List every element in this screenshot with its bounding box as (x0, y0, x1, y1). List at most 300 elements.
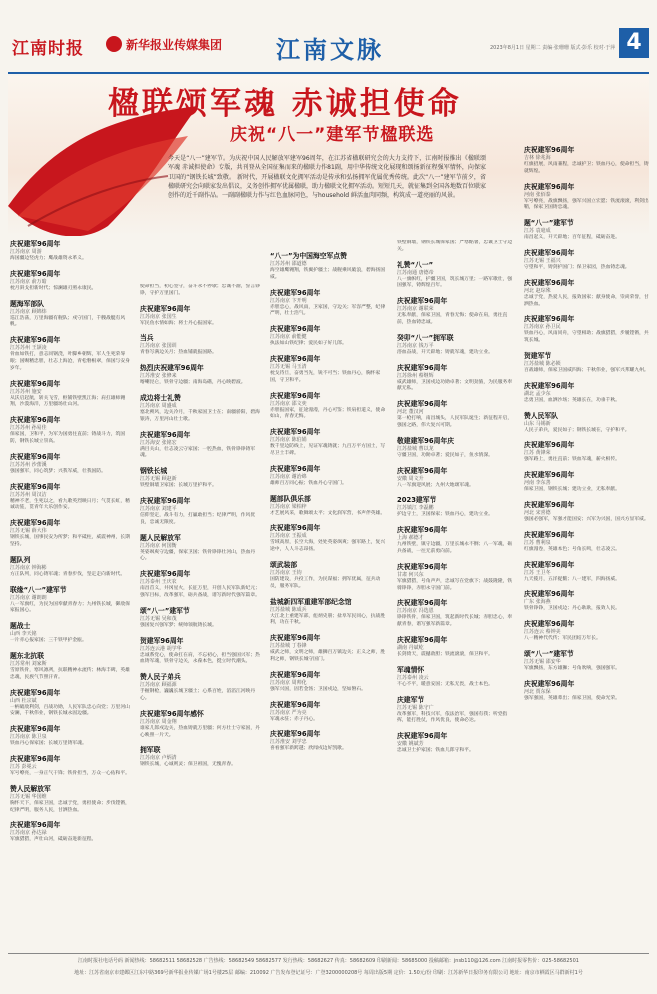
couplet-author: 安徽 周文升 (397, 475, 424, 482)
couplet-title: 庆祝建军96周年 (10, 519, 61, 528)
couplet-text: 英姿飒爽守边疆，保家卫国；铁骨铮铮壮河山，热血丹心。 (140, 549, 256, 562)
couplet-title: 庆祝建军96周年 (270, 524, 321, 533)
couplet-entry (10, 300, 130, 330)
couplet-title: 热烈庆祝建军96周年 (140, 364, 204, 373)
couplet-entry (397, 696, 515, 726)
couplet-text: 浴血奋战，开天辟地；铸就军魂，建功立业。 (397, 349, 493, 355)
couplet-text: 手握钢枪，巍巍长城卫疆土；心系百姓，滔滔江河映丹心。 (140, 689, 256, 701)
couplet-entry (270, 524, 388, 554)
couplet-text: 一柄破敌利剑，百战功勋，人民军队忠心向党；万里河山安澜，千秋伟业，钢铁长城永固边疆。 (10, 704, 130, 717)
couplet-text: 守疆卫国，功勋卓著；爱民如子，鱼水情深。 (397, 452, 493, 458)
couplet-author: 江苏无锡 吴和茂 (140, 615, 177, 622)
couplet-text: 保家国，卫和平，为军为国勇往直前；铸战斗力，筑国防，钢铁长城立崇高。 (10, 432, 126, 444)
couplet-author: 江苏南京 钟海彬 (10, 564, 47, 571)
couplet-author: 江苏连云 蔡钟美 (524, 629, 561, 636)
couplet-title: 颂“八一”建军节 (524, 649, 574, 658)
couplet-entry (524, 590, 649, 613)
couplet-title: 庆祝建军96周年 (270, 634, 321, 643)
couplet-entry (524, 146, 649, 176)
couplet-entry (524, 315, 649, 345)
couplet-author: 江苏无锡 邵安华 (524, 658, 561, 665)
couplet-entry (397, 599, 515, 629)
couplet-title: 庆祝建军96周年 (140, 570, 191, 579)
page-number: 4 (619, 28, 649, 58)
couplet-entry (270, 392, 388, 422)
couplet-text: 军旗飘扬，东方雄狮；号角吹响，强国强军。 (524, 665, 620, 671)
couplet-title: 庆祝建军96周年 (140, 430, 191, 439)
couplet-author: 江苏南京 陈卫泉 (10, 734, 47, 741)
couplet-entry (524, 650, 649, 673)
couplet-text: 军魂永驻；赤子丹心。 (270, 716, 318, 722)
couplet-author: 江苏南京 谢联荣 (397, 306, 434, 313)
couplet-author: 江苏海安 张铭宏 (140, 439, 177, 446)
couplet-entry (10, 689, 130, 719)
couplet-title: 庆祝建军96周年 (140, 304, 191, 313)
couplet-author: 江苏无锡 华国维 (10, 793, 47, 800)
couplet-text: 南昌起义，开天辟地；百年征程，砥砺奋进。 (524, 235, 620, 241)
couplet-author: 江苏 曹利泉 (524, 539, 551, 546)
couplet-author: 江苏南京 王振成 (270, 533, 307, 540)
couplet-title: 庆祝建军96周年 (524, 679, 575, 688)
couplet-author: 江苏南京 顾锦炜 (10, 308, 47, 315)
couplet-author: 湖南 丹斌屹 (397, 644, 424, 651)
couplet-text: 铁壁铜墙，钢铁长城保家国；严寒酷暑，忠诚卫士守边关。 (397, 240, 513, 252)
couplet-title: 庆祝建军96周年 (10, 688, 61, 697)
couplet-entry (10, 785, 130, 815)
couplet-title: 题东北抗联 (10, 651, 44, 660)
couplet-text: 青春写满边关月；热血铺就报国路。 (140, 350, 217, 356)
couplet-entry (397, 364, 515, 394)
couplet-author: 江苏无锡 马玉清 (270, 363, 307, 370)
couplet-author: 江苏南京 钱万平 (397, 342, 434, 349)
couplet-text: 军民鱼水情如海；将士丹心报国家。 (140, 320, 217, 326)
couplet-author: 江苏南京 孙达禄 (10, 830, 47, 837)
couplet-author: 江苏 彭冕云 (10, 763, 37, 770)
couplet-author: 江苏徐州 蔡继辉 (397, 372, 434, 379)
couplet-text: 红旗招展，风雨兼程，忠诚护卫；铁血丹心，使命担当，铸就辉煌。 (524, 162, 649, 174)
couplet-title: 庆祝建军96周年 (10, 482, 61, 491)
couplet-text: 强军兴国，固若金汤；卫国戍边，坚如磐石。 (270, 686, 366, 692)
couplet-author: 江苏连云港 胡学华 (140, 645, 182, 652)
couplet-text: 一片赤心报家国；三千铁甲护金瓯。 (10, 638, 87, 644)
couplet-title: 庆祝建军96周年 (270, 354, 321, 363)
couplet-author: 山东 马锡新 (524, 420, 551, 427)
couplet-text: 信仰坚定，战斗有力，打赢敢担当；纪律严明，作风优良，忠诚无限度。 (140, 512, 256, 525)
footer-address: 地址：江苏省南京市建邺区江东中路369号新华报业传媒广场1号楼25层 邮编：210092 广告发布登记证号：广登3200000208号 每周出版5期 定价：1.50元/份 印刷：江苏新华日报印务有限公司 地址：南京市栖霞区马群新村1号 (74, 970, 583, 976)
couplet-text: 巡江浩荡，万里海疆有舰队；戍守国门，千艘战艇有风帆。 (10, 315, 126, 328)
couplet-entry (270, 465, 388, 488)
couplet-entry (524, 680, 649, 703)
couplet-text: 才艺展风采，歌舞颂太平；文化润军营，书声伴英雄。 (270, 510, 386, 516)
couplet-title: 庆祝建军96周年 (397, 400, 448, 409)
couplet-author: 江苏南通 唐德帝 (397, 269, 434, 276)
couplet-entry (524, 382, 649, 405)
couplet-text: 强军路上，勇往直前；铁血军魂，薪火相传。 (524, 457, 620, 463)
couplet-text: 谁家儿郎戍边关，热血铸就万里疆；何方壮士守家国，丹心映照一片天。 (140, 725, 260, 738)
couplet-title: 贺建军96周年 (140, 636, 184, 645)
couplet-title: “八一”为中国海空军点赞 (270, 252, 347, 260)
couplet-entry (524, 531, 649, 554)
couplet-entry (140, 305, 260, 328)
couplet-text: 人民子弟兵，爱民如子；钢铁长城在，守护和平。 (524, 427, 630, 433)
couplet-entry (140, 431, 260, 461)
couplet-text: 塞北朔风，边关冷月，千秋家国卫士在；南疆骄阳，碧海银涛，万里河山壮士歌。 (140, 409, 260, 422)
couplet-title: 庆祝建军96周年 (524, 620, 575, 629)
couplet-title: 题战士 (10, 622, 31, 631)
couplet-title: 庆祝建军96周年 (10, 336, 61, 345)
couplet-text: 威武雄师，卫国戍边功勋卓著；文明劲旅，为民服务奉献无私。 (397, 379, 513, 392)
couplet-author: 河北 董汉河 (397, 409, 424, 416)
couplet-title: 颂“八一”建军节 (140, 606, 190, 615)
couplet-author: 江苏南京 俞万暗 (10, 278, 47, 285)
couplet-title: 成边将士礼赞 (140, 393, 181, 402)
couplet-author: 湖北 孟少东 (524, 390, 551, 397)
couplet-author: 江苏南京 周盛成 (140, 402, 177, 409)
couplet-entry (140, 394, 260, 424)
couplet-title: 庆祝建军96周年 (524, 441, 575, 450)
couplet-entry (270, 634, 388, 664)
couplet-entry (270, 289, 388, 319)
couplet-title: 礼赞“八一” (397, 260, 434, 269)
couplet-entry (10, 556, 130, 579)
couplet-entry (397, 563, 515, 593)
couplet-title: 军魂情怀 (397, 665, 425, 674)
couplet-text: 从沃启起航，斩关飞雪，枢铺铁壁凯江海；肩扛雄师翱翔，沙漠海洋，万里疆场壮山河。 (10, 395, 126, 408)
couplet-text: 数千里边防线上，见证军魂铸就；九百万平方国土，写尽卫士丰碑。 (270, 444, 386, 456)
couplet-text: 方正队列，同心铸军魂；青春步伐，坚定走向新时代。 (10, 571, 126, 577)
couplet-entry (140, 673, 260, 703)
couplet-author: 江苏无锡 薛大伟 (10, 528, 47, 535)
couplet-author: 江苏南京 严为亮 (270, 709, 307, 716)
couplet-entry (397, 297, 515, 327)
couplet-title: 赞人民解放军 (10, 784, 51, 793)
couplet-text: 雄师百万同心振；铁血丹心守国门。 (270, 480, 347, 486)
couplet-author: 江苏 袁毫成 (524, 228, 551, 235)
header-rule (8, 72, 649, 74)
couplet-text: 军号嘹亮，战旗飘扬，强军兴国立宏愿；铁流滚滚，利剑出鞘，保家卫国铸忠魂。 (524, 198, 649, 211)
column-3 (270, 252, 388, 952)
couplet-author: 江苏镇江 李磊鹏 (397, 505, 434, 512)
couplet-text: 八一军旗迎风展；九州大地颂军魂。 (397, 482, 474, 488)
couplet-title: 庆祝建军96周年 (270, 730, 321, 739)
couplet-author: 河北 宋喜德 (524, 509, 551, 516)
couplet-title: 当兵 (140, 334, 154, 343)
group-name: 新华报业传媒集团 (126, 38, 223, 52)
couplet-author: 江苏南京 何国衡 (140, 542, 177, 549)
couplet-title: 庆祝建军96周年 (524, 315, 575, 324)
couplet-entry (397, 666, 515, 689)
couplet-text: 百战雄师，保家卫国威四海；千秋伟业，强军兴邦耀九州。 (524, 367, 649, 373)
couplet-title: 庆祝建军96周年 (10, 269, 61, 278)
couplet-text: 喀喇昆仑，铁骨守边疆；南海岛礁，丹心映碧波。 (140, 380, 246, 386)
couplet-author: 江苏淮安 张修来 (140, 373, 177, 380)
headline: 楹联颂军魂 赤诚担使命 (108, 86, 462, 122)
couplet-author: 江苏南京 周帅化 (270, 679, 307, 686)
masthead (8, 28, 649, 68)
couplet-title: 庆祝建军96周年 (10, 754, 61, 763)
couplet-entry (140, 637, 260, 667)
couplet-text: 军旗猎猎，号角声声，忠诚写在党旗下；战鼓隆隆，铁骑铮铮，赤胆永守国门前。 (397, 578, 513, 591)
couplet-title: 庆祝建军96周年 (10, 416, 61, 425)
couplet-author: 江苏南京 卞开明 (270, 297, 307, 304)
couplet-title: 庆祝建军96周年 (270, 700, 321, 709)
couplet-text: 赤胆忠心，战风雨，卫家国，守边关；军容严整，纪律严明，壮士浩气。 (270, 304, 386, 317)
couplet-author: 江苏盐城 陈成兵 (270, 606, 307, 613)
couplet-author: 河南 张佰泰 (524, 191, 551, 198)
couplet-title: 庆祝建军96周年 (524, 471, 575, 480)
couplet-entry (10, 416, 130, 446)
couplet-text: 海国疆边竖虎力；鹰战雄资永革义。 (10, 256, 87, 261)
couplet-title: 庆祝建军96周年 (270, 325, 321, 334)
couplet-author: 山西 杜宗斌 (10, 697, 37, 704)
couplet-entry (524, 219, 649, 242)
couplet-author: 江苏苏州 邵道德 (270, 261, 307, 267)
couplet-text: 不心不平，暖意安国；无私无畏，战士本色。 (397, 681, 493, 687)
couplet-entry (10, 336, 130, 372)
couplet-title: 贺建军节 (524, 351, 552, 360)
couplet-text: 长剑倚天，震撼敌胆；铁流滚滚，保卫和平。 (397, 651, 493, 657)
couplet-entry (140, 746, 260, 769)
couplet-text: 钢铁长城，心诚则灵；保卫祖国，无愧青春。 (140, 762, 236, 768)
couplet-entry (270, 355, 388, 385)
couplet-title: 庆祝建军96周年感怀 (140, 709, 204, 718)
couplet-entry (524, 183, 649, 213)
couplet-entry (524, 352, 649, 375)
couplet-text: 使命担当，初心坚守，奋斗永不停歇；忠诚不渝，誓言铮铮，守护万里国门。 (140, 284, 260, 296)
couplet-title: 题人民解放军 (140, 533, 181, 542)
couplet-author: 广东 张海燕 (524, 599, 551, 606)
couplet-title: 钢铁长城 (140, 467, 168, 476)
couplet-text: 国防建设，兵役工作，为民谋福；拥军优属，征兵动员，服务军队。 (270, 576, 381, 589)
section-title: 江南文脉 (276, 35, 384, 64)
couplet-text: 喜看强军新跨越；欣闻戍边好凯歌。 (270, 746, 347, 752)
couplet-author: 江苏南京 谢治绵 (270, 473, 307, 480)
couplet-entry (140, 334, 260, 357)
couplet-author: 江苏南京 周游 (10, 249, 42, 255)
couplet-title: 庆祝建军96周年 (397, 562, 448, 571)
couplet-entry (397, 437, 515, 460)
couplet-text: 铁血丹心，风雨同舟，守望相助；战旗猎猎，步履铿锵，共筑长城。 (524, 331, 649, 344)
couplet-title: 庆祝建军96周年 (524, 381, 575, 390)
couplet-title: 拥军联 (140, 746, 161, 755)
couplet-entry (524, 501, 649, 524)
couplet-author: 江苏南京 俞能健 (270, 334, 307, 341)
couplet-entry (524, 441, 649, 464)
couplet-text: 八一军旗红，为民为国奉献青春力；九州铁长城，御敌保家报国心。 (10, 601, 130, 614)
couplet-title: 庆祝建军96周年 (10, 821, 61, 830)
couplet-entry (10, 821, 130, 844)
couplet-text: 无私奉献，保家卫国，青春无悔；使命在肩，勇往直前，热血铸忠诚。 (397, 313, 508, 325)
couplet-author: 江苏南京 孙卫民 (524, 324, 561, 331)
couplet-author: 江苏无锡 王福兴 (524, 257, 561, 264)
couplet-entry (524, 471, 649, 494)
couplet-text: 铁骨铮铮，卫国戍边；丹心耿耿，报效人民。 (524, 606, 620, 612)
couplet-title: 庆祝建军96周年 (524, 530, 575, 539)
group-logo-icon (106, 36, 122, 52)
couplet-text: 第一枪打响，南昌城头，人民军队诞生；新征程开启，强国之路，伟大复兴可期。 (397, 416, 513, 428)
couplet-text: 枕月斜戈担新时代；惊澜雄刃照永康民。 (10, 285, 97, 291)
couplet-author: 江苏南京 邵文奕 (270, 400, 307, 407)
couplet-entry (140, 467, 260, 490)
couplet-author: 上海 郝德才 (397, 535, 424, 542)
couplet-title: 庆祝建军96周年 (10, 452, 61, 461)
couplet-title: 庆祝建军96周年 (140, 496, 191, 505)
footer-contact: 江南时报社电话号码 新闻热线：58682511 58682528 广告热线：58682549 58682577 发行热线：58682627 传真：58682609 印刷新闻：58685000 投稿邮箱：jnsb110@126.com 江南时报零售价：025-58682501 (78, 958, 579, 964)
couplet-entry (524, 561, 649, 584)
couplet-title: 赞人民军队 (524, 411, 558, 420)
couplet-entry (270, 598, 388, 628)
couplet-text: 雪原铁骨，寒风凛冽，抗联精神永流传；林海丰碑，英雄忠魂，民族气节照汗青。 (10, 667, 130, 680)
couplet-author: 江苏 黄锋荣 (524, 450, 551, 457)
couplet-text: 强军强国，英雄辈出；保家卫国，使命光荣。 (524, 695, 620, 701)
couplet-author: 安徽 姚斌芳 (397, 741, 424, 748)
couplet-text: 军旗猎猎，声壮山河，砥砺奋进新征程。 (10, 837, 97, 843)
couplet-entry (140, 710, 260, 740)
issue-meta: 2023年8月1日 星期二 责编·张珊珊 版式·彭乐 校对·于萍 (490, 45, 616, 51)
couplet-text: 胸怀天下，保家卫国，忠诚于党，勇担使命；步伐铿锵，纪律严明，服务人民，甘洒热血。 (10, 800, 130, 813)
couplet-text: 守望和平，铸剑护国门；保卫家园，热血铸忠魂。 (524, 264, 630, 270)
couplet-title: 题“八一”建军节 (524, 219, 574, 228)
couplet-text: 南昌首义，井冈星火，长征万里，开创人民军队新纪元；强军目标，改革强军，砺兵备战，谱写新时代强军篇章。 (140, 586, 260, 598)
couplet-title: 颂武装部 (270, 560, 298, 569)
couplet-author: 江苏泰州 凌云 (397, 674, 429, 681)
couplet-author: 江苏苏州 孙易佳 (10, 425, 47, 432)
couplet-entry (397, 636, 515, 659)
couplet-title: 庆祝建军96周年 (524, 278, 575, 287)
couplet-author: 江苏盐城 陈必锁 (524, 360, 561, 367)
couplet-author: 河南 李东善 (524, 480, 551, 487)
footer-rule (8, 953, 649, 954)
couplet-text: 保家卫国，钢铁长城；建功立业，无私奉献。 (524, 487, 620, 493)
couplet-author: 江苏苏州 沙蕾溪 (10, 461, 47, 468)
couplet-entry (397, 261, 515, 291)
couplet-text: 强国复兴强军梦；统帅领航铸长城。 (140, 622, 217, 628)
couplet-entry (397, 400, 515, 430)
couplet-text: 威武之师，文明之师，雄狮百万镇边关；正义之师，胜利之师，钢铁长城守国门。 (270, 650, 386, 662)
couplet-author: 江苏南京 顾福源 (140, 682, 177, 689)
couplet-title: 庆祝建军96周年 (270, 464, 321, 473)
couplet-entry (397, 526, 515, 556)
couplet-author: 江苏南京 谢朗朗 (10, 594, 47, 601)
couplet-title: 2023建军节 (397, 496, 437, 505)
couplet-title: 赞人民子弟兵 (140, 673, 181, 682)
couplet-author: 江苏南京 王钧 (270, 569, 302, 576)
couplet-title: 庆祝建军96周年 (524, 248, 575, 257)
couplet-author: 江苏南京 卢炳清 (140, 755, 177, 762)
couplet-entry (10, 586, 130, 616)
column-4 (397, 240, 515, 950)
column-1 (10, 240, 130, 950)
couplet-text: 雪域高原，长空大海，处处英姿飒爽；强军路上，复兴途中，人人斗志昂扬。 (270, 540, 386, 553)
subheadline: 庆祝“八一”建军节楹联选 (230, 125, 435, 145)
couplet-entry (524, 279, 649, 309)
couplet-text: 八一旗帜红，护疆卫国，筑长城万里；一路军歌壮，强国强军，铸辉煌百年。 (397, 276, 513, 289)
couplet-title: 庆祝建军96周年 (270, 670, 321, 679)
couplet-author: 甘肃 何兴东 (397, 571, 424, 578)
couplet-text: 护边守土，卫国保家；铁血丹心，建功立业。 (397, 512, 493, 518)
couplet-title: 庆祝建军96周年 (524, 560, 575, 569)
couplet-author: 江苏泰州 王庆农 (140, 579, 177, 586)
couplet-text: 枕戈待旦，奋勇当先，锐不可当；铁血丹心，胸怀家国，守卫和平。 (270, 370, 381, 383)
couplet-author: 江苏 王卫冬 (524, 569, 551, 576)
couplet-entry (140, 570, 260, 600)
paper-logo: 江南时报 (12, 39, 84, 59)
couplet-entry (10, 622, 130, 645)
couplet-title: 庆祝建军96周年 (270, 391, 321, 400)
couplet-title: 题部队俱乐部 (270, 494, 311, 503)
couplet-title: 庆祝建军96周年 (397, 732, 448, 741)
couplet-text: 大江北上重建军部，彪炳史册；盐阜军民同心，抗战胜利，功在千秋。 (270, 613, 386, 626)
couplet-title: 庆祝建军96周年 (397, 363, 448, 372)
couplet-entry (10, 240, 130, 263)
couplet-text: 红旗漫卷，英雄本色；号角长鸣，壮志凌云。 (524, 546, 620, 552)
couplet-entry (397, 732, 515, 755)
couplet-title: 庆祝建军96周年 (397, 599, 448, 608)
couplet-entry (10, 725, 130, 748)
couplet-entry (397, 334, 515, 357)
couplet-author: 江苏盐城 丁春锋 (270, 643, 307, 650)
couplet-text: 强国必强军，军强才能国安；兴军为兴国，国兴方显军威。 (524, 516, 649, 522)
couplet-entry (397, 467, 515, 490)
couplet-entry (10, 755, 130, 778)
couplet-author: 江苏南京 周金翔 (140, 718, 177, 725)
couplet-title: 庆祝建军96周年 (270, 428, 321, 437)
couplet-text: 钢铁长城，国事民安为所梦；和平砥柱，威震神州，长期坚持。 (10, 535, 130, 547)
couplet-text: 军号嘹亮，一身正气干锋；铁骨担当，万众一心佑和平。 (10, 770, 130, 776)
couplet-entry (270, 671, 388, 694)
couplet-title: 庆祝建军96周年 (397, 297, 448, 306)
couplet-text: 精神不老，生死以之，看九歌英烈映日月；气贯长虹，精诚动旌，贯青年大乐创作安。 (10, 498, 130, 511)
couplet-text: 赤胆报国家，征途漫漫，丹心可鉴；铁肩担道义，使命如山，青春无悔。 (270, 407, 386, 420)
couplet-entry (397, 496, 515, 519)
couplet-text: 强国强军，同心筑梦；兴我军威，壮我国防。 (10, 468, 106, 474)
column-2 (140, 284, 260, 994)
couplet-title: 庆祝建军96周年 (397, 635, 448, 644)
couplet-entry (524, 249, 649, 272)
couplet-author: 江苏无锡 顾赵新 (140, 476, 177, 483)
couplet-text: 执法如山铁纪律；爱民如子好儿郎。 (270, 341, 347, 347)
couplet-author: 江苏南京 刘建平 (140, 505, 177, 512)
couplet-text: 忠诚于党，热爱人民，报效国家；献身使命，崇尚荣誉，甘洒热血。 (524, 294, 649, 307)
couplet-title: 庆祝建军96周年 (524, 500, 575, 509)
couplet-entry (270, 495, 388, 518)
couplet-text: 九州铁壁，镇守边疆，万里长城永不倒；八一军魂，砺兵备战，一往无前勇向前。 (397, 542, 513, 554)
couplet-author: 江苏南京 张国训 (140, 343, 177, 350)
couplet-title: 庆祝建军96周年 (397, 466, 448, 475)
couplet-author: 江苏南京 陈伯娟 (270, 437, 307, 444)
couplet-entry (140, 284, 260, 298)
couplet-title: 联缘“八一”建军节 (10, 585, 67, 594)
couplet-entry (270, 561, 388, 591)
couplet-title: 庆祝建军96周年 (10, 725, 61, 734)
couplet-title: 庆祝建军96周年 (270, 288, 321, 297)
couplet-text: 铮铮铁骨，保家卫国，筑起新时代长城；赤胆忠心，奉献青春，谱写强军新篇章。 (397, 615, 513, 628)
couplet-entry (10, 483, 130, 513)
couplet-entry (140, 497, 260, 527)
couplet-entry (10, 453, 130, 476)
couplet-text: 九天揽月，五洋捉鳖；八一建军，四海扬威。 (524, 576, 620, 582)
couplet-entry (10, 270, 130, 293)
couplet-title: 题海军部队 (10, 299, 44, 308)
couplet-author: 江苏盐城 曹以龙 (397, 445, 434, 452)
couplet-author: 江苏南京 张国生 (140, 313, 177, 320)
couplet-text: 忠诚卫士护家国；铁血儿郎守和平。 (397, 748, 474, 754)
couplet-entry (270, 325, 388, 348)
couplet-author: 河北 赵琮殊 (524, 287, 551, 294)
couplet-title: 盐城新四军重建军部纪念馆 (270, 597, 352, 606)
couplet-text: 八一精神代代传；军民团结万年长。 (524, 636, 601, 642)
couplet-author: 河北 贾东保 (524, 688, 551, 695)
